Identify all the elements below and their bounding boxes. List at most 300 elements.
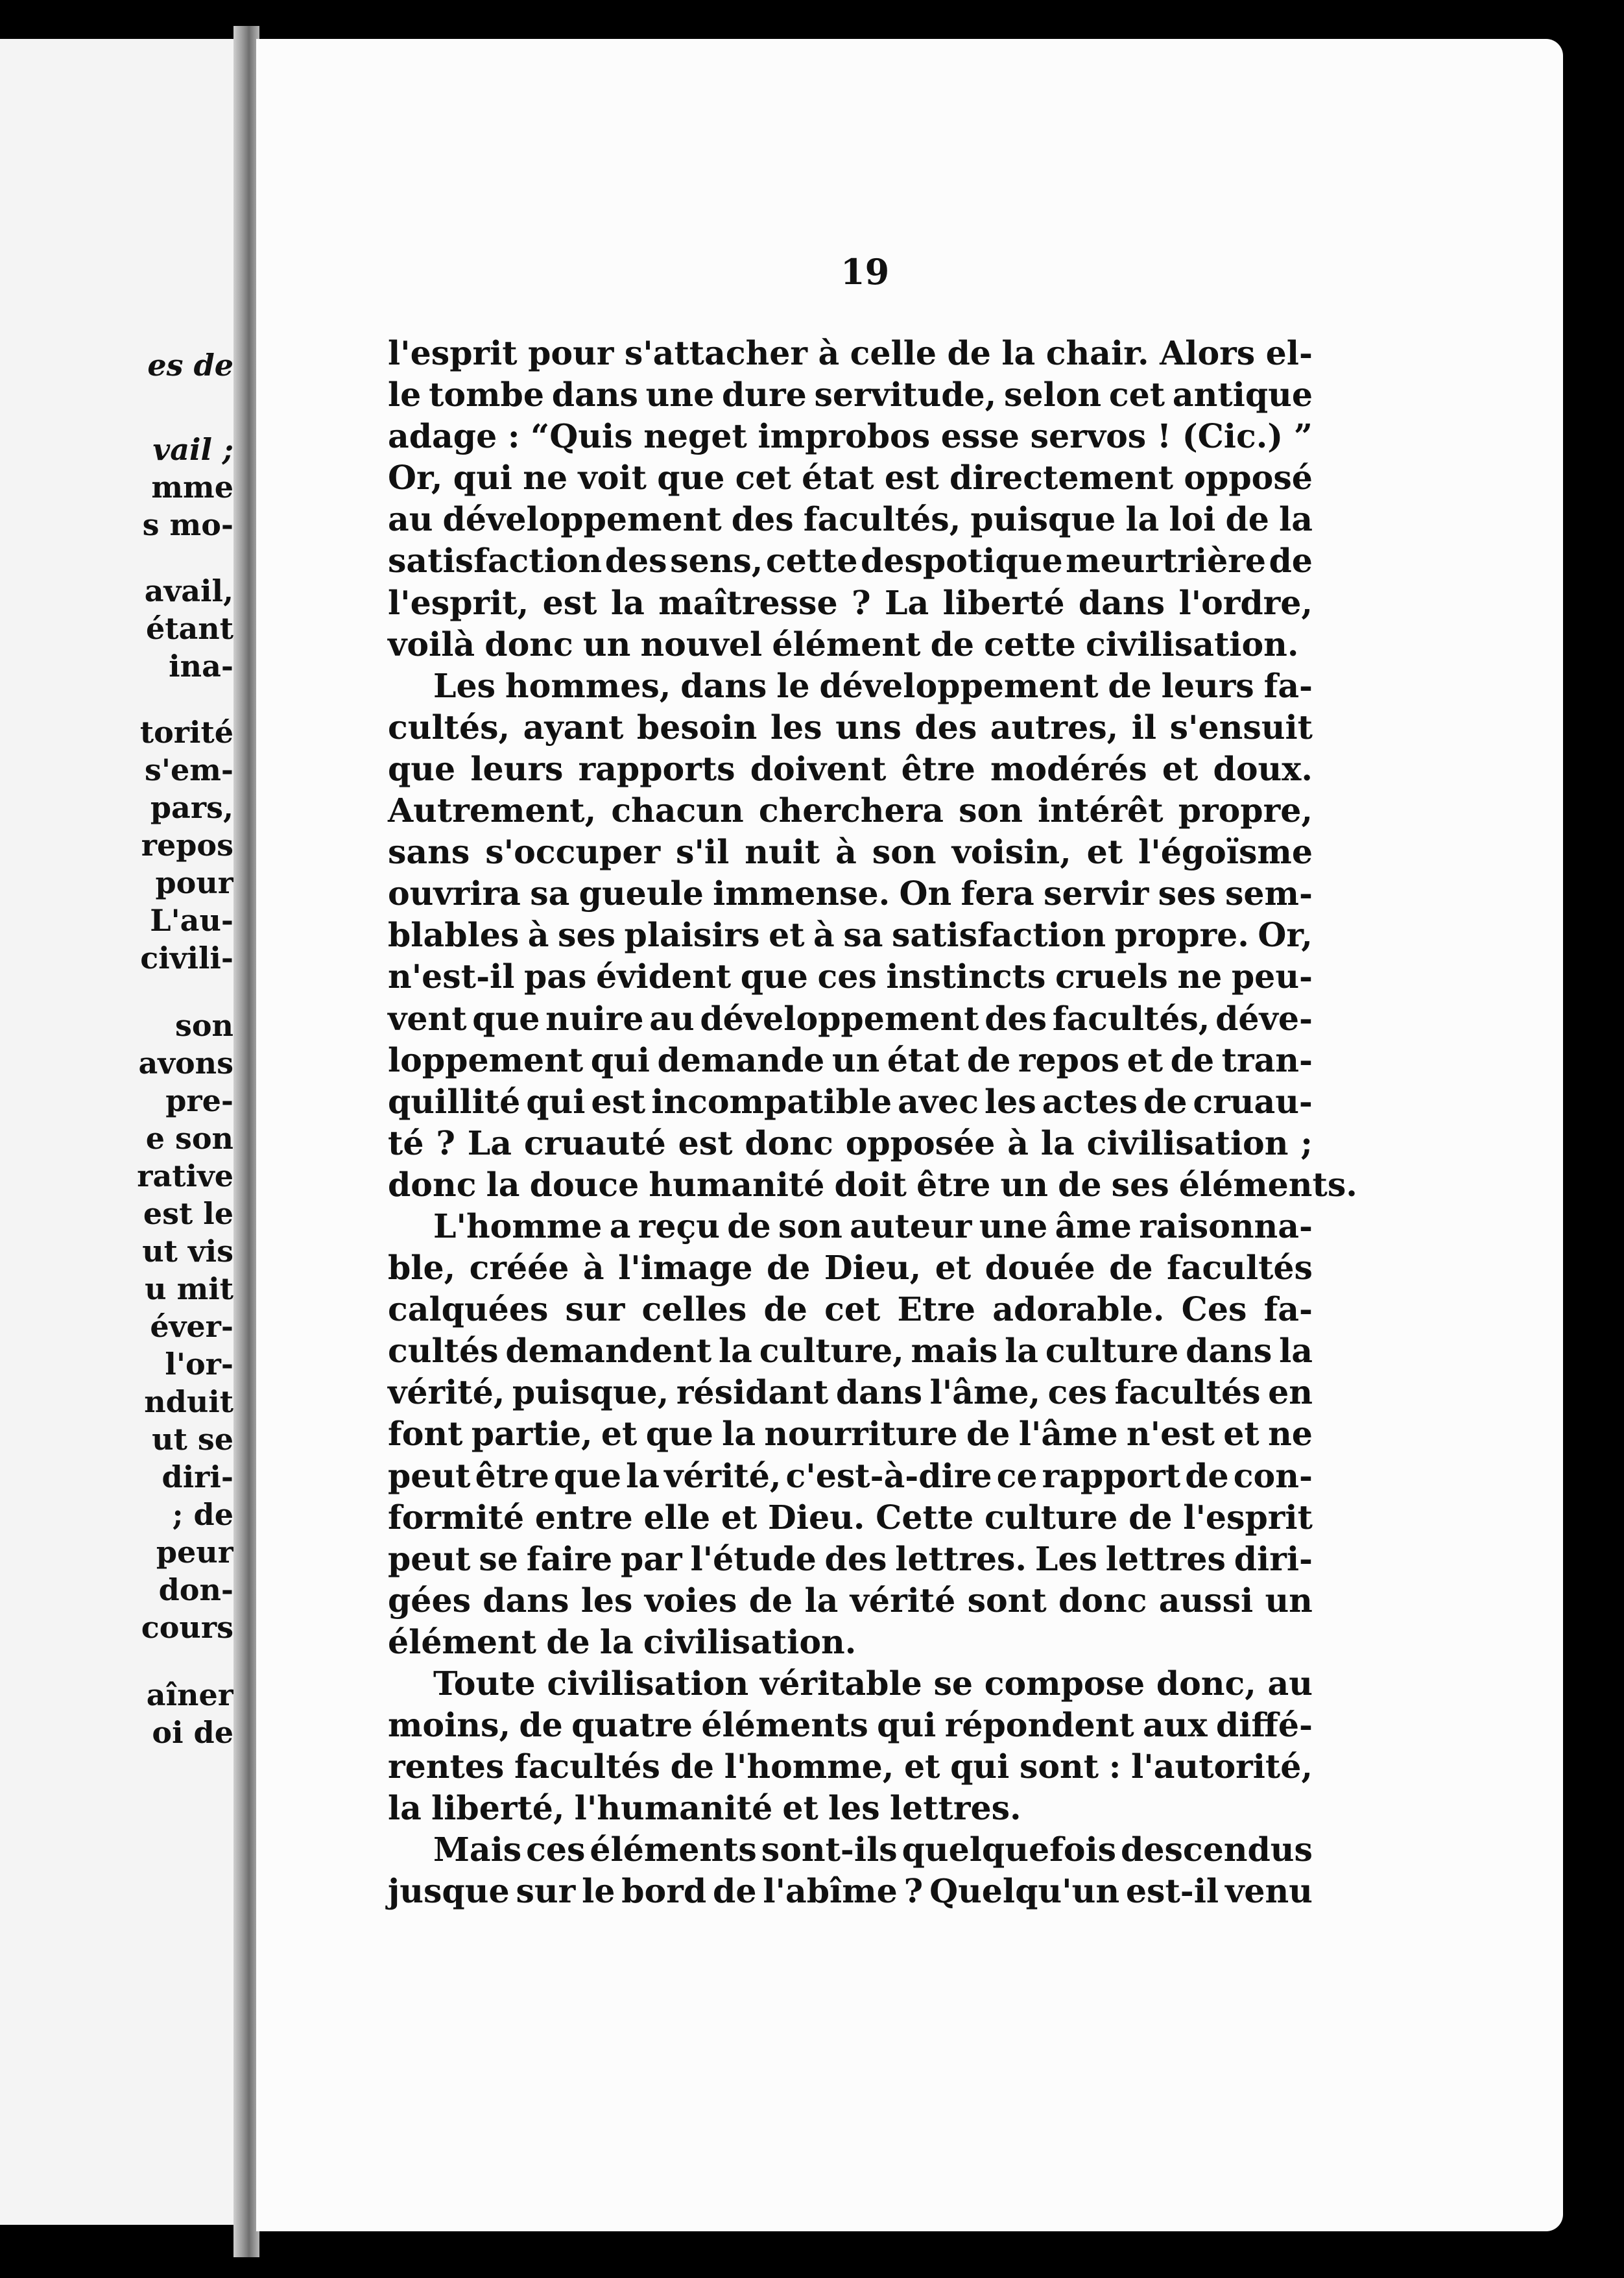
text-line [388,1747,1313,1792]
word: et [782,1789,818,1828]
left-page-fragment: s'em- [144,752,233,787]
text-line [388,376,1313,420]
text-line [388,459,1313,503]
word: répondent [944,1706,1134,1745]
word: l'âme [1018,1415,1118,1454]
word: que [645,1415,713,1454]
word: civilisation. [643,1622,857,1661]
word: la [1125,500,1160,539]
text-line [388,1249,1313,1293]
word: de [713,1872,757,1911]
text-line [388,1456,1313,1502]
word: l'image [618,1249,753,1288]
word: s'attacher [624,334,808,372]
word: instincts [886,957,1046,996]
word: La [884,583,929,622]
word: tran- [1221,1040,1313,1079]
word: de [947,334,991,372]
word: état [887,1040,960,1079]
word: l'égoïsme [1138,833,1313,872]
word: facultés, [803,500,961,539]
word: de [727,1206,771,1245]
word: adorable. [992,1290,1165,1329]
word: peut [388,1539,471,1578]
text-line [388,749,1313,795]
word: culture [1045,1332,1179,1371]
word: en [1268,1373,1313,1412]
word: la [804,1581,839,1620]
word: venu [1224,1872,1313,1911]
word: facultés [1166,1249,1313,1288]
word: nourriture [764,1415,958,1454]
word: jusque [388,1872,510,1911]
left-page-fragment: avons [138,1046,233,1081]
word: de [763,1290,807,1329]
word: de [930,625,975,664]
word: de [748,1581,793,1620]
word: “Quis [531,417,633,456]
word: être [901,749,975,788]
word: ; [1300,1123,1313,1162]
word: diri- [1234,1539,1313,1578]
word: Mais [433,1830,522,1869]
word: l'abîme [763,1872,898,1911]
word: nuire [545,999,644,1038]
word: vérité [850,1581,956,1620]
word: les [770,708,822,747]
word: elle [643,1498,711,1537]
word: ces [526,1830,586,1869]
word: donc [484,625,573,664]
word: antique [1172,376,1313,414]
left-page-fragment: pre- [165,1083,233,1118]
word: l'esprit [1183,1498,1313,1537]
word: doit [834,1165,907,1204]
word: éléments [590,1830,757,1869]
word: gées [388,1581,472,1620]
word: fera [961,874,1034,913]
word: civilisation. [1085,625,1299,664]
text-line [388,1872,1313,1917]
word: le [776,666,810,705]
text-line [388,1373,1313,1418]
word: éléments. [1178,1165,1357,1204]
text-line [388,334,1313,379]
word: propre. [1114,916,1249,955]
word: à [527,916,549,955]
word: état [802,459,874,498]
word: Dieu. [768,1498,865,1537]
word: au [649,999,695,1038]
word: et [935,1249,972,1288]
word: n'est [1126,1415,1215,1454]
word: servos [1030,417,1147,456]
word: se [479,1539,518,1578]
word: con- [1233,1456,1313,1495]
word: mais [911,1332,998,1371]
word: culture, [759,1332,904,1371]
word: cultés [388,1332,499,1371]
word: est [542,583,597,622]
word: éléments [701,1706,868,1745]
word: l'âme, [929,1373,1041,1412]
word: rapport [1042,1456,1181,1495]
word: une [645,376,715,414]
word: selon [1004,376,1102,414]
word: despotique [861,542,1063,581]
word: un [1265,1581,1313,1620]
word: déve- [1215,999,1313,1038]
word: de [519,1706,563,1745]
word: facultés [1114,1373,1261,1412]
word: opposé [1184,459,1313,498]
word: l'homme, [724,1747,894,1786]
word: hommes, [505,666,671,705]
word: est [884,459,939,498]
word: douce [529,1165,639,1204]
word: évident [596,957,732,996]
word: la [599,1622,634,1661]
word: liberté [942,583,1065,622]
word: son [959,791,1023,830]
word: besoin [636,708,758,747]
word: cultés, [388,708,510,747]
word: résidant [676,1373,829,1412]
word: directement [949,459,1174,498]
left-page-fragment: mme [151,470,233,505]
word: à [835,833,857,872]
text-line [388,1498,1313,1543]
word: le [388,376,422,414]
word: quelquefois [902,1830,1117,1869]
word: celle [850,334,937,372]
word: adage [388,417,497,456]
left-page-fragment: L'au- [150,903,233,938]
left-page-fragment: e son [145,1121,233,1156]
word: dans [551,376,638,414]
word: véritable [759,1664,922,1703]
word: ? [436,1123,455,1162]
word: n'est-il [388,957,515,996]
page-number: 19 [841,251,890,293]
word: a [609,1206,631,1245]
word: propre, [1178,791,1313,830]
left-page-fragment: l'or- [165,1347,233,1382]
word: rapports [578,749,735,788]
word: lettres. [895,1539,1027,1578]
word: donc [388,1165,477,1204]
word: de [1058,1165,1102,1204]
word: la [626,1456,660,1495]
word: des [604,542,667,581]
left-page-fragment: es de [147,348,233,383]
word: pas [523,957,587,996]
word: de [1128,1498,1173,1537]
word: ses [1158,874,1216,913]
word: la [1040,1123,1075,1162]
text-line [388,874,1313,919]
word: cet [824,1290,881,1329]
word: aux [1143,1706,1208,1745]
text-line [388,1332,1313,1376]
word: autres, [990,708,1119,747]
word: ses [1111,1165,1169,1204]
text-line [388,791,1313,836]
word: ! [1156,417,1172,456]
text-line [388,1123,1313,1169]
word: voisin, [951,833,1071,872]
word: peut [388,1456,471,1495]
word: la [1001,334,1036,372]
word: de [1109,1249,1153,1288]
text-line [388,1789,1313,1834]
word: de [1170,1040,1215,1079]
word: chacun [611,791,744,830]
word: les [985,1082,1036,1121]
word: civilisation [1086,1123,1289,1162]
text-line [388,708,1313,753]
text-line [388,1664,1313,1709]
word: il [1131,708,1157,747]
word: s'il [676,833,730,872]
word: On [899,874,952,913]
word: un [1000,1165,1048,1204]
word: développement [819,666,1099,705]
word: sur [565,1290,625,1329]
text-line [388,999,1313,1044]
word: des [731,500,794,539]
word: blables [388,916,519,955]
word: culture [984,1498,1118,1537]
text-line [388,583,1313,629]
word: sont [967,1581,1047,1620]
text-line [388,1581,1313,1626]
word: actes [1042,1082,1138,1121]
word: dans [1078,583,1165,622]
word: les [580,1581,633,1620]
word: formité [388,1498,525,1537]
word: partie, [471,1415,593,1454]
word: ayant [523,708,624,747]
word: la [722,1415,756,1454]
word: esse [940,417,1020,456]
word: développement [442,500,722,539]
word: de [766,1249,811,1288]
word: : [507,417,520,456]
word: qui [877,1706,937,1745]
word: cruels [1055,957,1168,996]
word: puisque, [512,1373,669,1412]
word: ces [817,957,877,996]
text-line [388,417,1313,462]
word: à [813,916,835,955]
word: de [1108,666,1152,705]
word: que [553,1456,622,1495]
word: cruau- [1193,1082,1313,1121]
word: et [1127,1040,1164,1079]
word: une [979,1206,1048,1245]
word: fa- [1263,1290,1313,1329]
word: un [582,625,631,664]
text-line [388,542,1313,586]
word: tombe [429,376,544,414]
word: Quelqu'un [929,1872,1120,1911]
word: s'ensuit [1169,708,1313,747]
text-line [388,1082,1313,1127]
left-page-fragment: est le [143,1196,233,1231]
text-line [388,1706,1313,1751]
word: voilà [388,625,475,664]
left-page-fragment: son [174,1008,233,1043]
left-page-fragment: ; de [172,1497,233,1532]
word: cette [765,542,858,581]
word: dure [721,376,807,414]
text-line [388,1830,1313,1875]
word: quillité [388,1082,521,1121]
text-line [388,1539,1313,1585]
word: au [1267,1664,1313,1703]
text-line [388,1165,1357,1210]
word: : [1108,1747,1121,1786]
word: moins, [388,1706,511,1745]
word: pour [528,334,614,372]
word: et [903,1747,940,1786]
left-page-fragment: cours [141,1610,233,1645]
word: s'occuper [485,833,661,872]
word: calquées [388,1290,549,1329]
word: plaisirs [624,916,760,955]
word: demande [657,1040,825,1079]
word: sont [1019,1747,1099,1786]
word: incompatible [651,1082,892,1121]
word: et [721,1498,758,1537]
left-page-fragment: peur [156,1535,233,1570]
word: sa [530,874,570,913]
word: de [966,1415,1010,1454]
word: qui [453,459,512,498]
word: celles [641,1290,747,1329]
word: la [718,1332,752,1371]
word: par [620,1539,682,1578]
left-page-fragment: torité [139,715,233,750]
word: l'esprit, [388,583,529,622]
word: servir [1044,874,1149,913]
word: voit [578,459,647,498]
word: la [1279,500,1313,539]
word: des [824,1539,887,1578]
word: de [546,1622,590,1661]
word: el- [1265,334,1313,372]
word: l'autorité, [1131,1747,1313,1786]
word: la [1005,1332,1039,1371]
left-page-fragment: aîner [146,1677,233,1712]
left-page-fragment: repos [141,828,233,863]
word: l'étude [690,1539,817,1578]
word: est-il [1125,1872,1219,1911]
word: son [778,1206,842,1245]
word: vérité, [388,1373,505,1412]
word: sont-ils [761,1830,898,1869]
text-line [388,957,1313,1002]
left-page-fragment: pour [155,865,233,900]
word: âme [1055,1206,1132,1245]
word: demandent [505,1332,712,1371]
word: loppement [388,1040,584,1079]
word: sem- [1224,874,1313,913]
word: des [914,708,977,747]
word: cette [984,625,1076,664]
word: Or, [1258,916,1313,955]
left-page-fragment: ina- [169,649,233,684]
word: dans [1186,1332,1272,1371]
word: uns [835,708,902,747]
word: est [678,1123,733,1162]
text-line [388,1622,1313,1668]
word: de [1225,500,1269,539]
word: et [1086,833,1123,872]
word: la [388,1789,422,1828]
word: La [467,1123,512,1162]
word: lettres. [889,1789,1021,1828]
word: chair. [1045,334,1149,372]
word: fa- [1263,666,1313,705]
word: Autrement, [388,791,597,830]
word: son [872,833,937,872]
word: cruauté [523,1123,666,1162]
word: la [486,1165,520,1204]
word: rentes [388,1747,505,1786]
word: se [933,1664,973,1703]
left-page-fragment: ut se [152,1422,233,1457]
word: loi [1169,500,1216,539]
word: l'esprit [388,334,518,372]
word: civilisation [547,1664,749,1703]
word: créée [469,1249,569,1288]
word: qui [950,1747,1010,1786]
word: avec [898,1082,979,1121]
word: qui [526,1082,586,1121]
word: ? [851,583,871,622]
word: opposée [845,1123,996,1162]
word: maîtresse [658,583,838,622]
word: faire [526,1539,613,1578]
word: les [828,1789,880,1828]
word: nouvel [640,625,763,664]
word: servitude, [814,376,997,414]
word: et [769,916,805,955]
word: ces [1047,1373,1107,1412]
word: doux. [1213,749,1313,788]
word: Toute [433,1664,536,1703]
word: être [475,1456,549,1495]
word: té [388,1123,424,1162]
word: nuit [745,833,820,872]
word: dans [680,666,767,705]
word: ? [903,1872,924,1911]
word: ce [996,1456,1038,1495]
word: ne [1177,957,1223,996]
word: de [1143,1082,1188,1121]
word: douée [985,1249,1095,1288]
left-page-fragment: ut vis [142,1234,233,1269]
word: donc [745,1123,833,1162]
text-line [388,625,1313,670]
word: (Cic.) [1182,417,1284,456]
word: Etre [897,1290,976,1329]
word: cet [1108,376,1165,414]
word: l'ordre, [1178,583,1313,622]
word: leurs [1161,666,1254,705]
